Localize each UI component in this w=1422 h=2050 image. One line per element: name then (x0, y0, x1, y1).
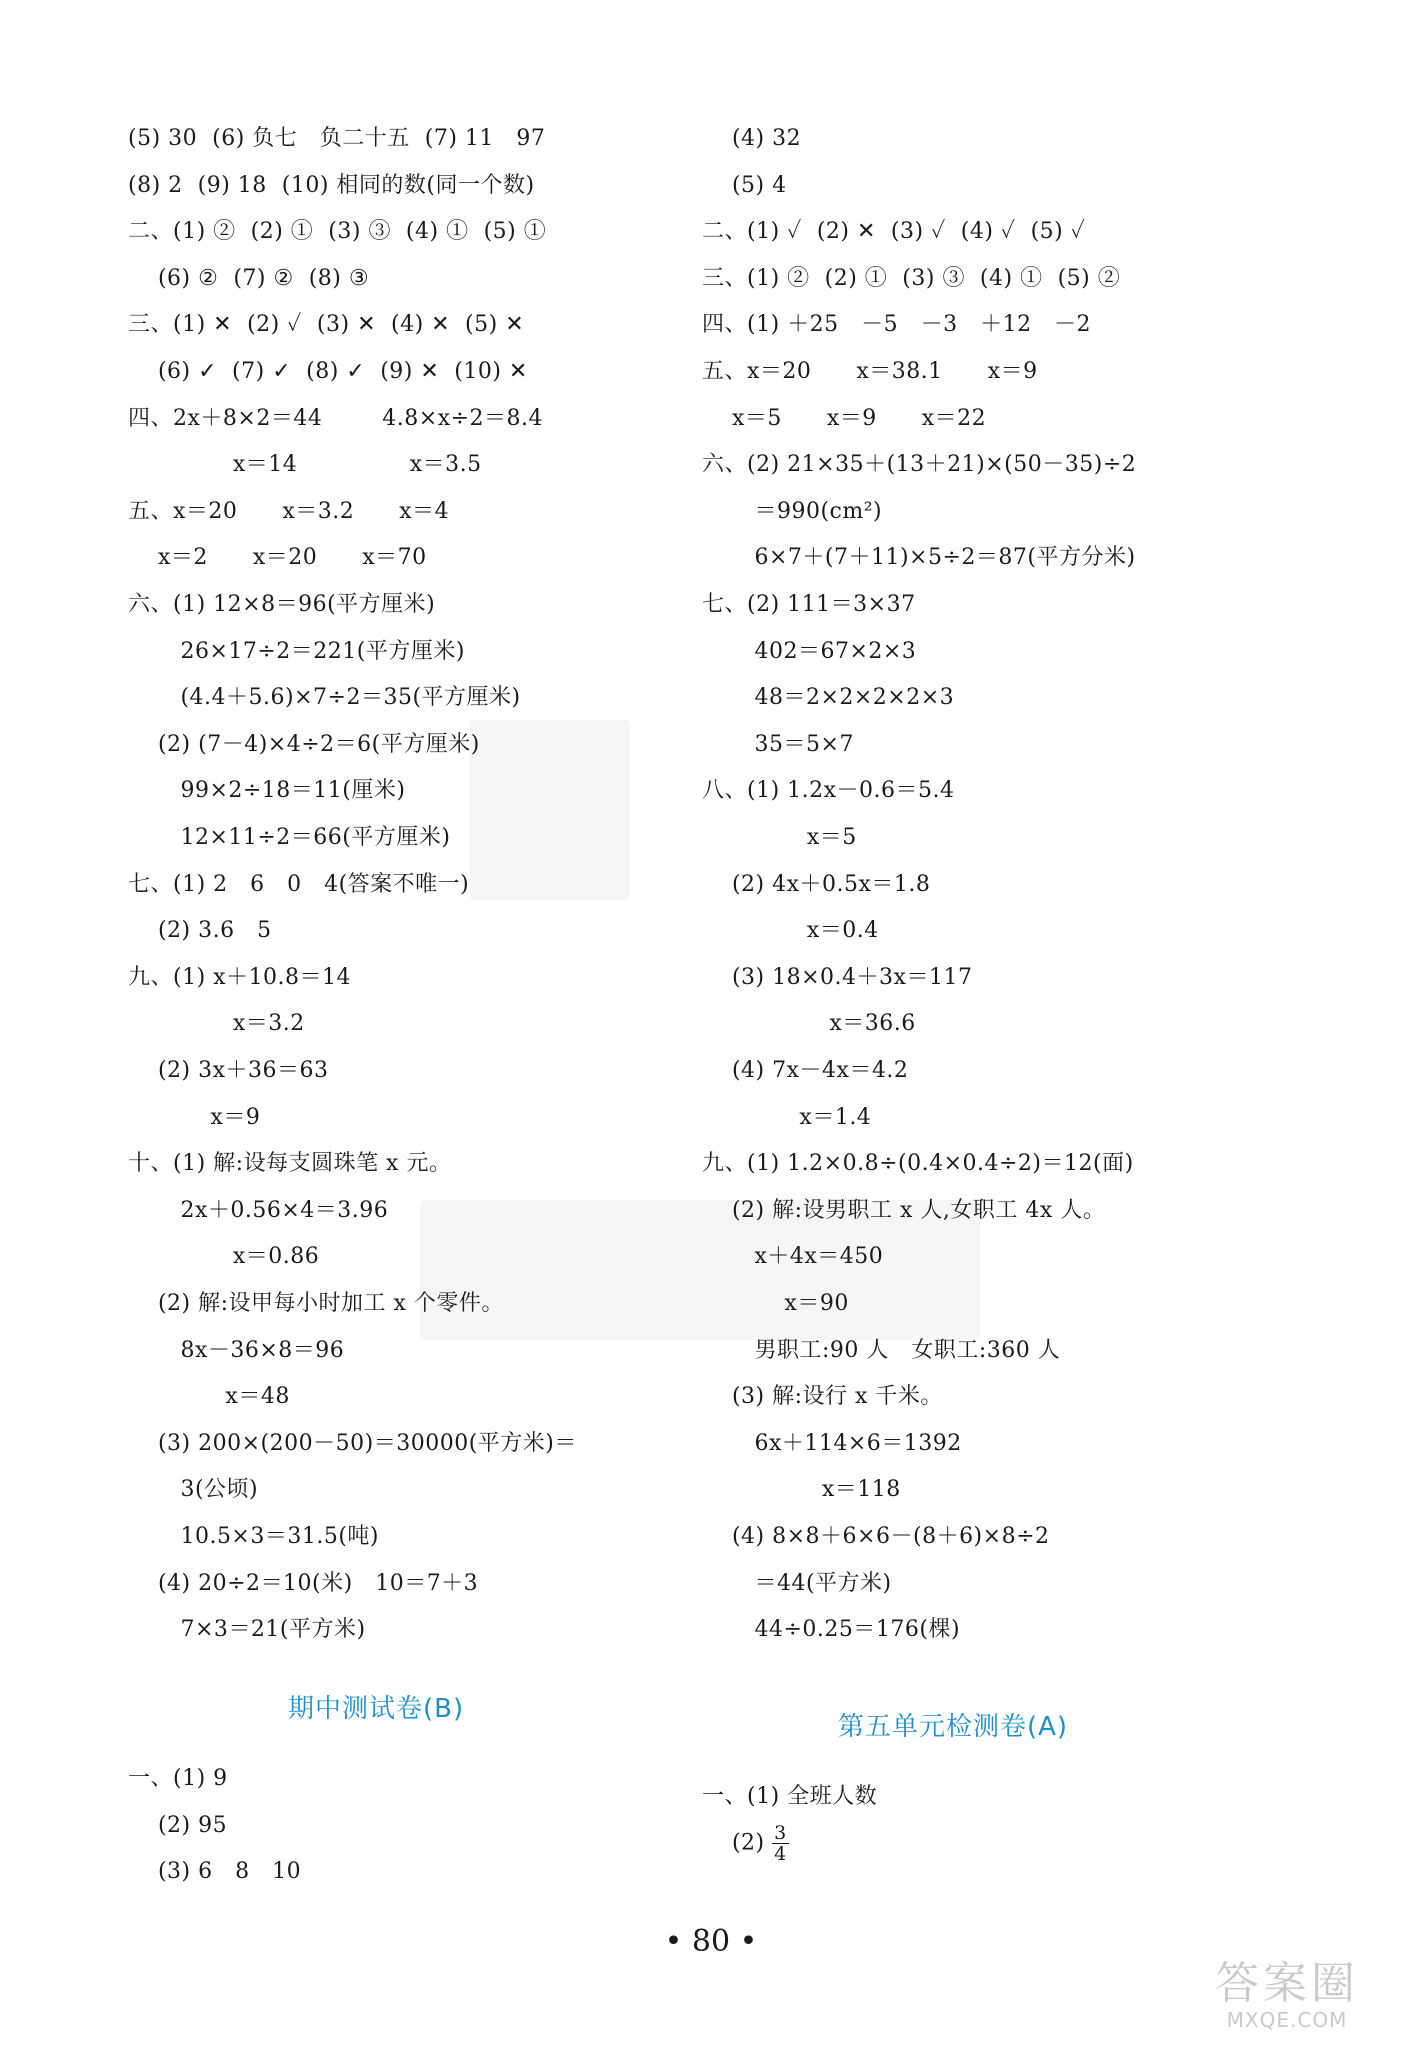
answer-line: x＝90 (702, 1291, 849, 1316)
answer-line: x＝5 (702, 825, 857, 850)
fraction-denominator: 4 (774, 1842, 787, 1865)
answer-line: 七、(1) 2 6 0 4(答案不唯一) (128, 871, 470, 897)
answer-line: 8x－36×8＝96 (128, 1337, 345, 1363)
answer-line: (5) 30 (6) 负七 负二十五 (7) 11 97 (128, 126, 546, 151)
answer-line: (8) 2 (9) 18 (10) 相同的数(同一个数) (128, 172, 535, 198)
answer-line: 12×11÷2＝66(平方厘米) (128, 825, 451, 850)
answer-line: 7×3＝21(平方米) (128, 1617, 366, 1643)
answer-line: 48＝2×2×2×2×3 (702, 685, 955, 711)
answer-line: 八、(1) 1.2x－0.6＝5.4 (702, 778, 955, 804)
answer-line: (2) 3.6 5 (128, 918, 272, 944)
answer-line: (2) 4x＋0.5x＝1.8 (702, 871, 931, 897)
answer-line: 44÷0.25＝176(棵) (702, 1617, 961, 1643)
answer-line: x＝118 (702, 1477, 901, 1503)
answer-line: ＝44(平方米) (702, 1570, 892, 1596)
answer-line: 402＝67×2×3 (702, 638, 917, 664)
answer-line: 99×2÷18＝11(厘米) (128, 778, 406, 804)
answer-line: x＝48 (128, 1384, 290, 1410)
answer-line: 二、(1) ✓ (2) ✕ (3) ✓ (4) ✓ (5) ✓ (702, 219, 1086, 245)
answer-line: x＝36.6 (702, 1011, 916, 1037)
answer-line: (4) 7x－4x＝4.2 (702, 1058, 909, 1083)
answer-line: (2) 解:设甲每小时加工 x 个零件。 (128, 1291, 504, 1316)
answer-line: (2) 95 (128, 1812, 228, 1838)
answer-line: (2) $\frac{3}{4}$ (702, 1821, 787, 1865)
answer-line: (6) ② (7) ② (8) ③ (128, 265, 370, 291)
answer-line: 九、(1) x＋10.8＝14 (128, 964, 352, 990)
answer-line: 六、(1) 12×8＝96(平方厘米) (128, 592, 436, 617)
answer-line: (4) 8×8＋6×6－(8＋6)×8÷2 (702, 1524, 1050, 1549)
answer-line: x＝3.2 (128, 1011, 305, 1037)
answer-line: 6×7＋(7＋11)×5÷2＝87(平方分米) (702, 545, 1136, 571)
answer-line: x＝14 x＝3.5 (128, 452, 482, 478)
answer-line: 26×17÷2＝221(平方厘米) (128, 638, 465, 664)
answer-line: (3) 6 8 10 (128, 1859, 302, 1885)
answer-line: 男职工:90 人 女职工:360 人 (702, 1337, 1061, 1363)
answer-line: 6x＋114×6＝1392 (702, 1430, 962, 1456)
answer-line: 三、(1) ② (2) ① (3) ③ (4) ① (5) ② (702, 265, 1121, 291)
answer-line: 九、(1) 1.2×0.8÷(0.4×0.4÷2)＝12(面) (702, 1151, 1134, 1177)
answer-line: (2) 3x＋36＝63 (128, 1058, 329, 1083)
fraction (772, 1823, 789, 1864)
answer-line: (4.4＋5.6)×7÷2＝35(平方厘米) (128, 685, 521, 711)
watermark-logo (1172, 1960, 1402, 2040)
page-number: • 80 • (664, 1924, 758, 1959)
answer-line: x＋4x＝450 (702, 1244, 884, 1270)
section-heading-unit5-a: 第五单元检测卷(A) (838, 1712, 1069, 1742)
answer-line: 四、2x＋8×2＝44 4.8×x÷2＝8.4 (128, 405, 544, 431)
answer-line: 六、(2) 21×35＋(13＋21)×(50－35)÷2 (702, 452, 1137, 478)
answer-line: 四、(1) ＋25 －5 －3 ＋12 －2 (702, 312, 1092, 338)
answer-line: x＝1.4 (702, 1104, 872, 1130)
answer-line: (4) 32 (702, 126, 802, 151)
answer-line: 三、(1) ✕ (2) ✓ (3) ✕ (4) ✕ (5) ✕ (128, 312, 525, 338)
answer-line: 十、(1) 解:设每支圆珠笔 x 元。 (128, 1151, 452, 1177)
answer-line: (3) 解:设行 x 千米。 (702, 1384, 943, 1410)
answer-line: (3) 200×(200－50)＝30000(平方米)＝ (128, 1430, 577, 1456)
answer-line: (4) 20÷2＝10(米) 10＝7＋3 (128, 1570, 479, 1596)
answer-line: 3(公顷) (128, 1477, 259, 1503)
section-heading-midterm-b: 期中测试卷(B) (288, 1694, 465, 1724)
watermark-title: 答案圈 (1215, 1958, 1359, 2009)
answer-line: 七、(2) 111＝3×37 (702, 592, 916, 617)
answer-line: x＝0.86 (128, 1244, 320, 1270)
answer-line: (2) (7－4)×4÷2＝6(平方厘米) (128, 731, 480, 757)
watermark-url: MXQE.COM (1226, 2008, 1348, 2032)
fraction-numerator: 3 (774, 1821, 787, 1844)
answer-line: x＝2 x＝20 x＝70 (128, 545, 427, 571)
answer-line: (3) 18×0.4＋3x＝117 (702, 964, 973, 990)
answer-line: (6) ✓ (7) ✓ (8) ✓ (9) ✕ (10) ✕ (128, 359, 528, 384)
answer-line: x＝0.4 (702, 918, 879, 944)
answer-line: (5) 4 (702, 172, 787, 198)
answer-line: 一、(1) 9 (128, 1766, 228, 1791)
answer-line: (2) 解:设男职工 x 人,女职工 4x 人。 (702, 1197, 1106, 1223)
answer-line: 五、x＝20 x＝3.2 x＝4 (128, 498, 450, 524)
answer-line: 二、(1) ② (2) ① (3) ③ (4) ① (5) ① (128, 219, 547, 245)
background-ghost (470, 720, 630, 900)
answer-line: x＝5 x＝9 x＝22 (702, 405, 987, 431)
answer-line: ＝990(cm²) (702, 498, 883, 524)
answer-line: 五、x＝20 x＝38.1 x＝9 (702, 359, 1038, 384)
answer-line: 35＝5×7 (702, 731, 854, 757)
answer-line: 10.5×3＝31.5(吨) (128, 1524, 380, 1549)
answer-line: x＝9 (128, 1104, 261, 1130)
answer-line: 一、(1) 全班人数 (702, 1784, 878, 1809)
answer-line: 2x＋0.56×4＝3.96 (128, 1197, 389, 1223)
